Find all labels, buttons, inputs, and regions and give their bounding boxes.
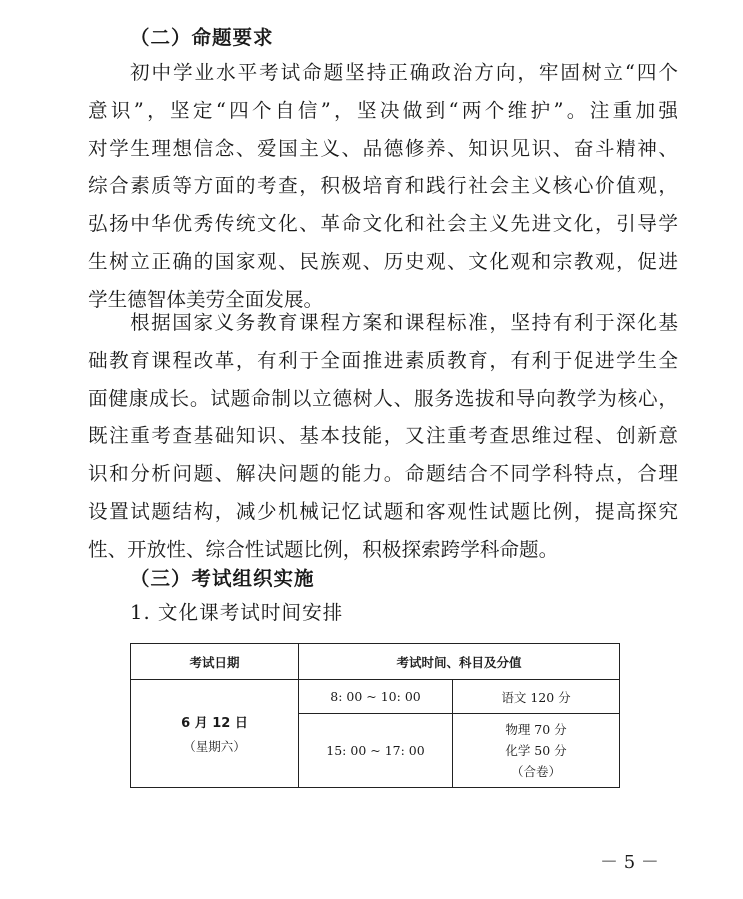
paragraph-line: 既注重考查基础知识、基本技能，又注重考查思维过程、创新意: [88, 424, 678, 448]
section-heading-2: （二）命题要求: [130, 26, 274, 49]
paragraph-2: [88, 304, 678, 569]
subject-line: （合卷）: [511, 764, 562, 780]
header-exam-date: 考试日期: [131, 644, 299, 680]
subject-line: 化学 50 分: [505, 743, 567, 759]
paragraph-line: 意识”，坚定“四个自信”，坚决做到“两个维护”。注重加强: [88, 98, 678, 122]
subject-line: 物理 70 分: [505, 722, 567, 738]
exam-weekday: （星期六）: [183, 739, 246, 755]
exam-date: 6 月 12 日: [181, 716, 248, 732]
page-number: － 5 －: [600, 852, 659, 873]
paragraph-line: 初中学业水平考试命题坚持正确政治方向，牢固树立“四个: [130, 61, 678, 84]
paragraph-line: 性、开放性、综合性试题比例，积极探索跨学科命题。: [88, 537, 559, 561]
paragraph-line: 设置试题结构，减少机械记忆试题和客观性试题比例，提高探究: [88, 499, 678, 523]
paragraph-line: 础教育课程改革，有利于全面推进素质教育，有利于促进学生全: [88, 348, 678, 372]
paragraph-line: 对学生理想信念、爱国主义、品德修养、知识见识、奋斗精神、: [88, 136, 678, 160]
paragraph-line: 生树立正确的国家观、民族观、历史观、文化观和宗教观，促进: [88, 249, 678, 273]
header-exam-info: 考试时间、科目及分值: [299, 644, 620, 680]
exam-time-cell: 8: 00 ~ 10: 00: [299, 680, 453, 714]
exam-schedule-table: [130, 643, 620, 788]
paragraph-line: 面健康成长。试题命制以立德树人、服务选拔和导向教学为核心，: [88, 386, 678, 410]
paragraph-line: 弘扬中华优秀传统文化、革命文化和社会主义先进文化，引导学: [88, 212, 678, 236]
exam-subject-cell: [453, 714, 620, 788]
paragraph-line: 识和分析问题、解决问题的能力。命题结合不同学科特点，合理: [88, 462, 678, 486]
list-item-title: 1. 文化课考试时间安排: [130, 601, 344, 624]
paragraph-line: 学生德智体美劳全面发展。: [88, 287, 324, 311]
exam-time-cell: 15: 00 ~ 17: 00: [299, 714, 453, 788]
section-heading-3: （三）考试组织实施: [130, 567, 315, 590]
exam-subject-cell: 语文 120 分: [453, 680, 620, 714]
paragraph-line: 根据国家义务教育课程方案和课程标准，坚持有利于深化基: [130, 311, 678, 334]
exam-date-cell: [131, 680, 299, 788]
paragraph-line: 综合素质等方面的考查，积极培育和践行社会主义核心价值观，: [88, 174, 678, 198]
table-header-row: [131, 644, 620, 680]
paragraph-1: [88, 54, 678, 319]
table-row: [131, 680, 620, 714]
